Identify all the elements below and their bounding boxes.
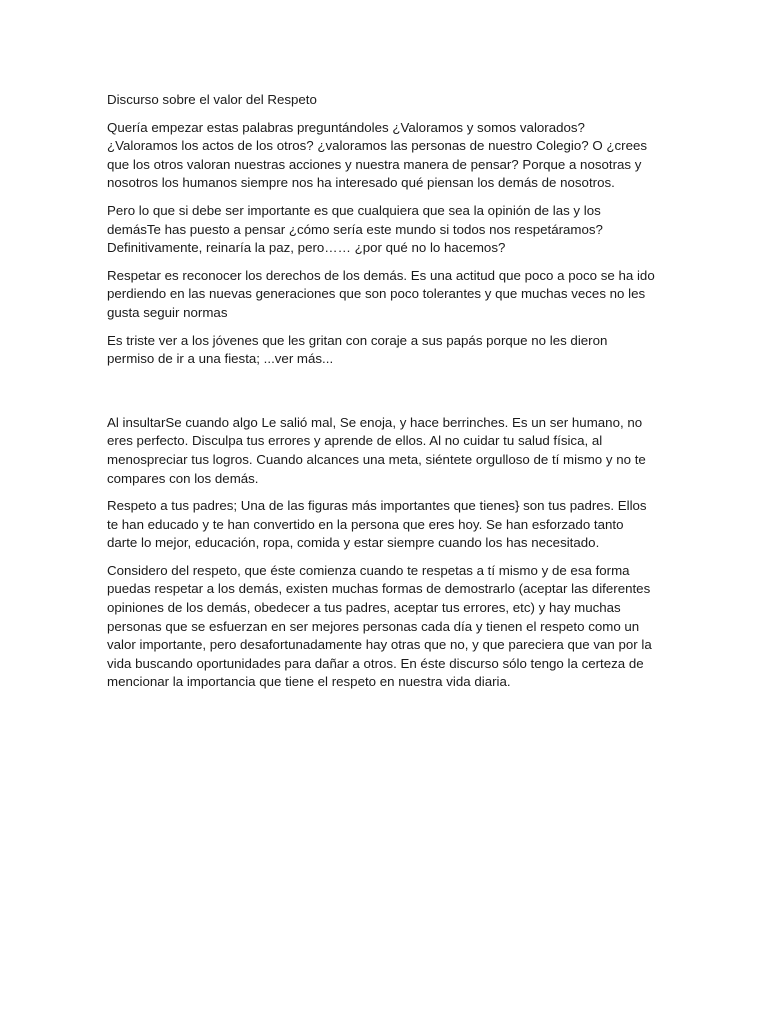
paragraph: Respetar es reconocer los derechos de los demás. Es una actitud que poco a poco se ha ido perdiendo en las nuevas generaciones que son poco tolerantes y que muchas veces no les gusta seguir normas [107, 267, 655, 320]
paragraph: Considero del respeto, que éste comienza cuando te respetas a tí mismo y de esa forma puedas respetar a los demás, existen muchas formas de demostrarlo (aceptar las diferentes opiniones de los demás, obedecer a tus padres, aceptar tus errores, etc) y hay muchas personas que se esfuerzan en ser mejores personas cada día y tienen el respeto como un valor importante, pero desafortunadamente hay otras que no, y que pareciera que van por la vida buscando oportunidades para dañar a otros. En éste discurso sólo tengo la certeza de mencionar la importancia que tiene el respeto en nuestra vida diaria. [107, 562, 652, 690]
document-body [107, 91, 655, 701]
paragraph: Es triste ver a los jóvenes que les gritan con coraje a sus papás porque no les dieron permiso de ir a una fiesta; ...ver más... [107, 332, 608, 367]
paragraph: Pero lo que si debe ser importante es que cualquiera que sea la opinión de las y los demásTe has puesto a pensar ¿cómo sería este mundo si todos nos respetáramos? Definitivamente, reinaría la paz, pero…… ¿por qué no lo hacemos? [107, 202, 603, 256]
section-gap [107, 378, 655, 414]
paragraph: Quería empezar estas palabras preguntándoles ¿Valoramos y somos valorados? ¿Valoramos los actos de los otros? ¿valoramos las personas de nuestro Colegio? O ¿crees que los otros valoran nuestras acciones y nuestra manera de pensar? Porque a nosotras y nosotros los humanos siempre nos ha interesado qué piensan los demás de nosotros. [107, 119, 648, 191]
document-title: Discurso sobre el valor del Respeto [107, 92, 317, 107]
paragraph: Respeto a tus padres; Una de las figuras más importantes que tienes} son tus padres. Ellos te han educado y te han convertido en la persona que eres hoy. Se han esforzado tanto darte lo mejor, educación, ropa, comida y estar siempre cuando los has necesitado. [107, 498, 647, 551]
paragraph: Al insultarSe cuando algo Le salió mal, Se enoja, y hace berrinches. Es un ser humano, no eres perfecto. Disculpa tus errores y aprende de ellos. Al no cuidar tu salud física, al menospreciar tus logros. Cuando alcances una meta, siéntete orgulloso de tí mismo y no te compares con los demás. [107, 414, 646, 486]
